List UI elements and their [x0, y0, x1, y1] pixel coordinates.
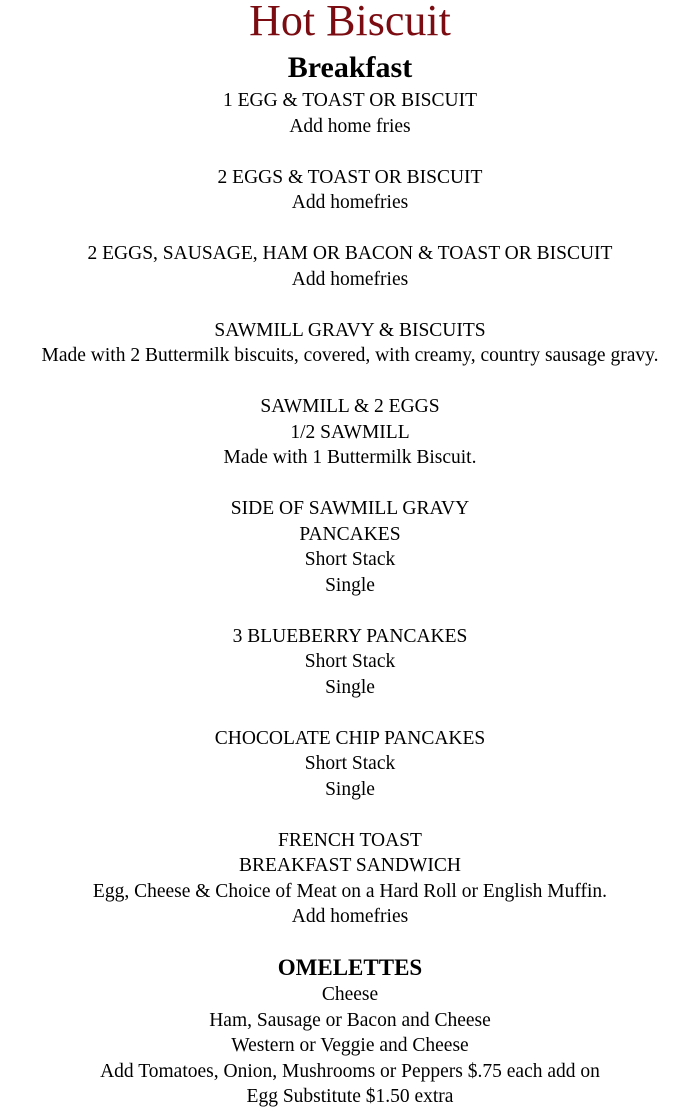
menu-line: SAWMILL GRAVY & BISCUITS	[214, 319, 486, 341]
menu-line: Add home fries	[289, 115, 411, 137]
omelettes-menu-list	[0, 982, 700, 1110]
menu-line: 2 EGGS & TOAST OR BISCUIT	[217, 166, 483, 188]
menu-line: Short Stack	[304, 549, 396, 570]
menu-line: Cheese	[321, 984, 379, 1005]
menu-line: Egg, Cheese & Choice of Meat on a Hard Roll or English Muffin.	[92, 880, 608, 902]
breakfast-heading: Breakfast	[287, 51, 413, 84]
menu-line: BREAKFAST SANDWICH	[239, 855, 461, 876]
omelettes-heading: OMELETTES	[277, 955, 423, 980]
menu-line: 2 EGGS, SAUSAGE, HAM OR BACON & TOAST OR BISCUIT	[87, 243, 613, 264]
menu-line: Short Stack	[304, 651, 396, 672]
menu-line: SIDE OF SAWMILL GRAVY	[230, 498, 470, 519]
menu-line: FRENCH TOAST	[278, 829, 422, 851]
menu-line: Add homefries	[291, 268, 409, 290]
menu-line: PANCAKES	[299, 523, 401, 545]
menu-line: Egg Substitute $1.50 extra	[246, 1086, 454, 1107]
menu-line: Single	[325, 778, 375, 800]
restaurant-title: Hot Biscuit	[249, 0, 451, 45]
menu-line: Single	[325, 574, 375, 596]
menu-line: 1/2 SAWMILL	[290, 421, 410, 443]
menu-line: 3 BLUEBERRY PANCAKES	[232, 625, 468, 647]
menu-line: 1 EGG & TOAST OR BISCUIT	[222, 90, 478, 111]
menu-line: Short Stack	[304, 753, 396, 774]
menu-line: Western or Veggie and Cheese	[231, 1035, 469, 1056]
menu-line: Made with 2 Buttermilk biscuits, covered, with creamy, country sausage gravy.	[41, 345, 659, 366]
menu-line: Add homefries	[291, 906, 409, 927]
menu-line: Add homefries	[291, 192, 409, 213]
menu-line: SAWMILL & 2 EGGS	[260, 396, 440, 417]
breakfast-menu-list	[0, 88, 700, 930]
menu-line: Single	[325, 676, 375, 698]
menu-line: Made with 1 Buttermilk Biscuit.	[223, 447, 477, 468]
menu-line: CHOCOLATE CHIP PANCAKES	[214, 727, 486, 749]
menu-line: Add Tomatoes, Onion, Mushrooms or Peppers $.75 each add on	[100, 1060, 600, 1082]
menu-line: Ham, Sausage or Bacon and Cheese	[209, 1009, 491, 1031]
